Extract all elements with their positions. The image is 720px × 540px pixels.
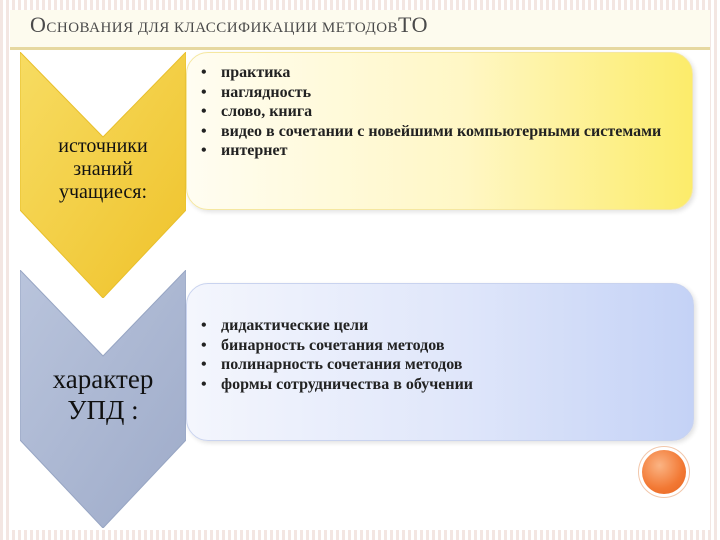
header-divider [10, 47, 710, 50]
list-item-text: слово, книга [221, 103, 313, 120]
list-item [201, 122, 671, 142]
bullet: • [201, 375, 207, 393]
decorative-orange-circle [642, 450, 686, 494]
chevron-sources-line-1: источники [58, 135, 148, 157]
list-item-text: полинарность сочетания методов [221, 356, 463, 373]
bullet: • [201, 336, 207, 354]
bullet: • [201, 142, 207, 159]
bullet: • [201, 122, 207, 140]
panel-upd-list [201, 316, 671, 394]
list-item-text: видео в сочетании с новейшими компьютерными системами [221, 122, 662, 140]
list-item [201, 355, 671, 375]
list-item [201, 375, 671, 395]
panel-sources-list [201, 63, 671, 161]
list-item-text: интернет [221, 142, 288, 159]
chevron-sources [20, 52, 186, 298]
list-item [201, 336, 671, 356]
title-text: СНОВАНИЯ ДЛЯ КЛАССИФИКАЦИИ МЕТОДОВ [46, 20, 399, 36]
bullet: • [201, 317, 207, 334]
chevron-sources-line-3: учащиеся: [58, 181, 148, 203]
title-first-letter: О [30, 12, 47, 37]
list-item [201, 63, 671, 83]
bullet: • [201, 103, 207, 120]
bullet: • [201, 83, 207, 101]
list-item [201, 102, 671, 122]
list-item-text: формы сотрудничества в обучении [221, 375, 474, 393]
chevron-upd [20, 270, 186, 528]
list-item-text: практика [221, 64, 291, 81]
list-item-text: наглядность [221, 83, 312, 101]
chevron-sources-line-2: знаний [73, 158, 133, 180]
list-item [201, 316, 671, 336]
bullet: • [201, 356, 207, 373]
panel-sources [186, 52, 693, 210]
panel-upd [186, 283, 694, 441]
slide-title [30, 12, 428, 38]
list-item [201, 141, 671, 161]
list-item-text: бинарность сочетания методов [221, 336, 445, 354]
bullet: • [201, 64, 207, 81]
chevron-upd-line-1: характер [52, 364, 154, 394]
chevron-upd-label [20, 364, 186, 426]
title-suffix: ТО [398, 12, 429, 37]
chevron-sources-label [20, 135, 186, 204]
chevron-upd-line-2: УПД : [67, 395, 139, 426]
list-item [201, 83, 671, 103]
list-item-text: дидактические цели [221, 317, 369, 334]
